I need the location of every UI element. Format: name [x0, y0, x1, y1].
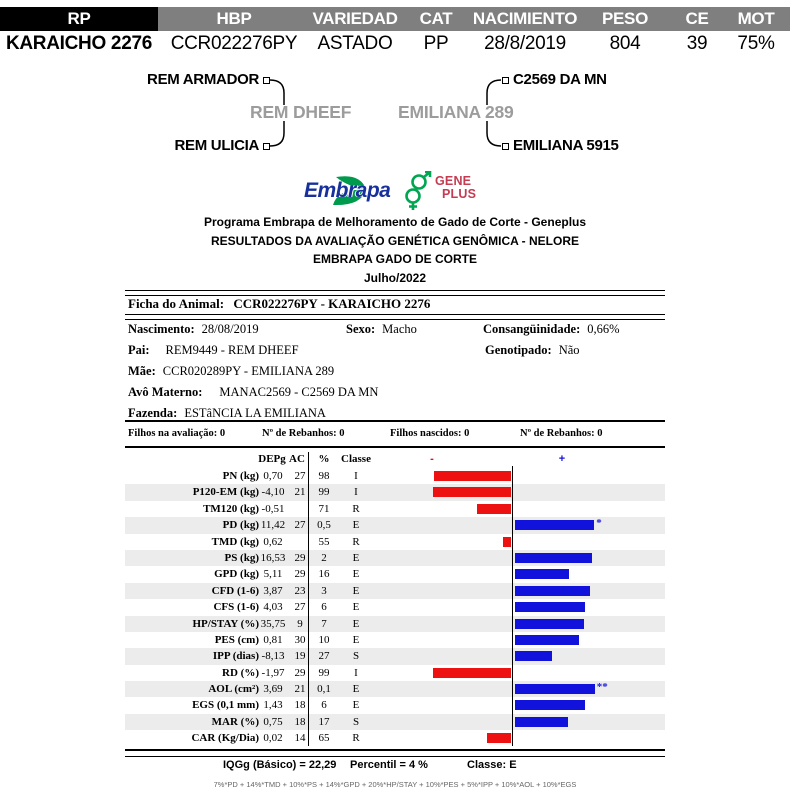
percentile-value: 7 — [321, 617, 327, 630]
classe-summary-value: Classe: E — [467, 759, 517, 771]
positive-bar — [515, 700, 585, 710]
percentile-value: 3 — [321, 584, 327, 597]
dep-row — [125, 648, 665, 664]
dep-value: 35,75 — [260, 617, 286, 630]
classe-value: E — [352, 601, 360, 614]
dep-value: -0,51 — [261, 502, 285, 515]
dam-value: CCR020289PY - EMILIANA 289 — [162, 364, 335, 378]
id-column-value: 39 — [672, 31, 722, 56]
sex-field — [346, 322, 417, 337]
progeny-evaluated-value: 0 — [219, 428, 226, 439]
report-date: Julho/2022 — [363, 270, 427, 285]
depg-column-header: DEPg — [258, 453, 286, 465]
farm-value: ESTâNCIA LA EMILIANA — [184, 406, 326, 420]
pedigree-dam-sire: C2569 DA MN — [513, 71, 607, 88]
negative-bar — [503, 537, 511, 547]
positive-bar — [515, 553, 592, 563]
positive-bar — [515, 635, 579, 645]
percentile-value: 27 — [318, 650, 330, 663]
genotyped-field — [485, 343, 580, 358]
dep-value: 5,11 — [263, 568, 283, 581]
classe-value: S — [352, 650, 360, 663]
trait-label: CFD (1-6) — [211, 584, 259, 597]
dep-row — [125, 550, 665, 566]
id-column-value: ASTADO — [310, 31, 400, 56]
animal-record-value: CCR022276PY - KARAICHO 2276 — [233, 296, 431, 311]
trait-label: PS (kg) — [224, 551, 259, 564]
trait-label: TMD (kg) — [211, 535, 259, 548]
dam-label: Mãe: — [128, 364, 156, 378]
percentile-value: 0,1 — [317, 683, 331, 696]
dep-row — [125, 681, 665, 697]
progeny-born — [390, 428, 469, 439]
info-row — [128, 322, 665, 337]
id-column-header: CAT — [400, 7, 472, 31]
percentile-value: 6 — [321, 601, 327, 614]
percentile-value: 17 — [318, 715, 330, 728]
id-column-header: RP — [0, 7, 158, 31]
positive-bar — [515, 586, 590, 596]
dep-row — [125, 730, 665, 746]
significance-stars: * — [596, 517, 602, 530]
dep-row — [125, 517, 665, 533]
dep-row — [125, 714, 665, 730]
sire-value: REM9449 - REM DHEEF — [165, 343, 299, 357]
dep-value: -1,97 — [261, 666, 285, 679]
pedigree-dam-dam: EMILIANA 5915 — [513, 137, 619, 154]
pedigree-sire: REM DHEEF — [250, 102, 352, 122]
ac-value: 18 — [294, 715, 306, 728]
classe-value: R — [352, 732, 360, 745]
divider — [125, 314, 665, 320]
negative-axis-label: - — [430, 453, 434, 465]
classe-value: I — [354, 486, 358, 499]
trait-label: PN (kg) — [222, 470, 259, 482]
herd-count-2-value: 0 — [597, 428, 603, 439]
herd-count-1-label: Nº de Rebanhos: — [262, 428, 337, 439]
ac-value: 29 — [294, 551, 306, 564]
ac-value: 29 — [294, 666, 306, 679]
classe-value: E — [352, 568, 360, 581]
divider — [125, 749, 665, 757]
id-column-value: CCR022276PY — [158, 31, 310, 56]
birth-label: Nascimento: — [128, 322, 195, 336]
id-column-value: 75% — [722, 31, 790, 56]
ac-column-header: AC — [289, 453, 305, 465]
geneplus-logo-text-plus: PLUS — [442, 187, 477, 201]
negative-bar — [433, 487, 511, 497]
percentile-value: 71 — [318, 502, 330, 515]
sire-label: Pai: — [128, 343, 150, 357]
classe-value: E — [352, 699, 360, 712]
classe-value: E — [352, 551, 360, 564]
percentile-summary-value: Percentil = 4 % — [350, 759, 428, 771]
ac-value: 14 — [294, 732, 306, 745]
percentile-value: 6 — [321, 699, 327, 712]
negative-bar — [487, 733, 511, 743]
percentile-value: 99 — [318, 486, 330, 499]
classe-value: S — [352, 715, 360, 728]
percentile-column-header: % — [318, 453, 330, 465]
progeny-evaluated — [128, 428, 225, 439]
embrapa-logo-text: Embrapa — [304, 179, 391, 202]
id-column-value: PP — [400, 31, 472, 56]
pedigree-dam: EMILIANA 289 — [398, 102, 514, 122]
positive-bar — [515, 602, 585, 612]
trait-label: EGS (0,1 mm) — [192, 699, 259, 712]
inbreeding-value: 0,66% — [587, 322, 620, 336]
dep-row — [125, 534, 665, 550]
info-row — [128, 343, 665, 358]
percentile-value: 10 — [318, 633, 330, 646]
trait-label: HP/STAY (%) — [192, 617, 259, 630]
dep-value: 0,02 — [263, 732, 283, 745]
classe-value: E — [352, 683, 360, 696]
divider — [125, 446, 665, 448]
herd-count-1-value: 0 — [339, 428, 345, 439]
dep-value: 16,53 — [260, 551, 286, 564]
id-column-header: PESO — [578, 7, 672, 31]
dep-row — [125, 566, 665, 582]
negative-bar — [477, 504, 511, 514]
sex-value: Macho — [382, 322, 417, 336]
herd-count-2 — [520, 428, 603, 439]
percentile-value: 2 — [321, 551, 327, 564]
dep-row — [125, 484, 665, 500]
info-row — [128, 406, 665, 421]
dep-row — [125, 632, 665, 648]
id-column-header: MOT — [722, 7, 790, 31]
divider — [125, 420, 665, 422]
info-row — [128, 364, 665, 379]
dep-row — [125, 583, 665, 599]
dep-value: 3,87 — [263, 584, 283, 597]
positive-bar — [515, 520, 594, 530]
dep-table-rows — [125, 468, 665, 747]
ac-value: 19 — [294, 650, 306, 663]
percentile-value: 55 — [318, 535, 330, 548]
id-column-header: HBP — [158, 7, 310, 31]
percentile-value: 98 — [318, 470, 330, 482]
genotyped-value: Não — [558, 343, 580, 357]
inbreeding-field — [483, 322, 620, 337]
classe-value: E — [352, 519, 360, 532]
dep-value: 0,70 — [263, 470, 283, 482]
dep-table-header — [125, 452, 665, 468]
trait-label: CAR (Kg/Dia) — [191, 732, 259, 745]
ac-value: 27 — [294, 470, 306, 482]
divider — [125, 290, 665, 296]
positive-bar — [515, 717, 568, 727]
geneplus-logo-text-gene: GENE — [435, 174, 472, 188]
percentile-value: 99 — [318, 666, 330, 679]
trait-label: IPP (dias) — [212, 650, 259, 663]
trait-label: PD (kg) — [222, 519, 259, 532]
trait-label: AOL (cm²) — [208, 683, 259, 696]
percentile-value: 65 — [318, 732, 330, 745]
trait-label: RD (%) — [222, 666, 259, 679]
pedigree-sire-sire: REM ARMADOR — [147, 71, 259, 88]
negative-bar — [433, 668, 511, 678]
info-row — [128, 385, 665, 400]
id-column-header: NACIMIENTO — [472, 7, 578, 31]
classe-value: R — [352, 502, 360, 515]
trait-label: GPD (kg) — [214, 568, 259, 581]
maternal-grandsire-label: Avô Materno: — [128, 385, 203, 399]
percentile-value: 16 — [318, 568, 330, 581]
pedigree-sire-dam: REM ULICIA — [174, 137, 259, 154]
dep-row — [125, 616, 665, 632]
positive-axis-label: + — [558, 453, 566, 465]
classe-value: E — [352, 617, 360, 630]
progeny-born-label: Filhos nascidos: — [390, 428, 462, 439]
trait-label: CFS (1-6) — [213, 601, 259, 614]
iqg-index-value: IQGg (Básico) = 22,29 — [223, 759, 337, 771]
inbreeding-label: Consangüinidade: — [483, 322, 581, 336]
classe-value: I — [354, 470, 358, 482]
maternal-grandsire-value: MANAC2569 - C2569 DA MN — [219, 385, 379, 399]
sex-label: Sexo: — [346, 322, 376, 336]
dep-row — [125, 697, 665, 713]
positive-bar — [515, 684, 595, 694]
dep-row — [125, 501, 665, 517]
dep-row — [125, 599, 665, 615]
id-column-value: 804 — [578, 31, 672, 56]
herd-count-1 — [262, 428, 345, 439]
dep-value: 3,69 — [263, 683, 283, 696]
id-column-value: 28/8/2019 — [472, 31, 578, 56]
classe-value: E — [352, 633, 360, 646]
genotyped-label: Genotipado: — [485, 343, 552, 357]
institution-title: EMBRAPA GADO DE CORTE — [312, 252, 477, 266]
farm-label: Fazenda: — [128, 406, 178, 420]
significance-stars: ** — [596, 681, 608, 694]
negative-bar — [434, 471, 511, 481]
dep-row — [125, 665, 665, 681]
column-divider-line — [308, 452, 309, 746]
dep-row — [125, 468, 665, 484]
dep-value: 4,03 — [263, 601, 283, 614]
program-title: Programa Embrapa de Melhoramento de Gado de Corte - Geneplus — [203, 215, 587, 229]
dep-value: -4,10 — [261, 486, 285, 499]
percentile-value: 0,5 — [317, 519, 331, 532]
classe-value: E — [352, 584, 360, 597]
dep-value: 0,81 — [263, 633, 283, 646]
trait-label: PES (cm) — [214, 633, 259, 646]
animal-record-label: Ficha do Animal: — [128, 296, 225, 311]
report-body — [125, 0, 665, 793]
ac-value: 23 — [294, 584, 306, 597]
positive-bar — [515, 619, 584, 629]
ac-value: 9 — [297, 617, 303, 630]
positive-bar — [515, 569, 569, 579]
progeny-evaluated-label: Filhos na avaliação: — [128, 428, 218, 439]
id-column-value: KARAICHO 2276 — [0, 31, 158, 56]
ac-value: 18 — [294, 699, 306, 712]
classe-column-header: Classe — [341, 453, 371, 465]
index-formula: 7%*PD + 14%*TMD + 10%*PS + 14%*GPD + 20%*HP/STAY + 10%*PES + 5%*IPP + 10%*AOL + 10%*EGS — [213, 780, 577, 789]
trait-label: P120-EM (kg) — [192, 486, 259, 499]
ac-value: 27 — [294, 519, 306, 532]
dep-table — [125, 452, 665, 748]
animal-record-title — [128, 296, 430, 312]
dep-value: 0,62 — [263, 535, 283, 548]
herd-count-2-label: Nº de Rebanhos: — [520, 428, 595, 439]
progeny-born-value: 0 — [464, 428, 470, 439]
ac-value: 29 — [294, 568, 306, 581]
classe-value: R — [352, 535, 360, 548]
dep-value: -8,13 — [261, 650, 285, 663]
chart-zero-line — [512, 466, 513, 746]
ac-value: 30 — [294, 633, 306, 646]
trait-label: MAR (%) — [211, 715, 259, 728]
trait-label: TM120 (kg) — [203, 502, 259, 515]
results-title: RESULTADOS DA AVALIAÇÃO GENÉTICA GENÔMICA - NELORE — [211, 233, 579, 248]
id-column-header: VARIEDAD — [310, 7, 400, 31]
ac-value: 21 — [294, 683, 306, 696]
ac-value: 21 — [294, 486, 306, 499]
ac-value: 27 — [294, 601, 306, 614]
birth-value: 28/08/2019 — [201, 322, 259, 336]
dep-value: 0,75 — [263, 715, 283, 728]
dep-value: 11,42 — [260, 519, 286, 532]
id-column-header: CE — [672, 7, 722, 31]
dep-value: 1,43 — [263, 699, 283, 712]
positive-bar — [515, 651, 552, 661]
classe-value: I — [354, 666, 358, 679]
